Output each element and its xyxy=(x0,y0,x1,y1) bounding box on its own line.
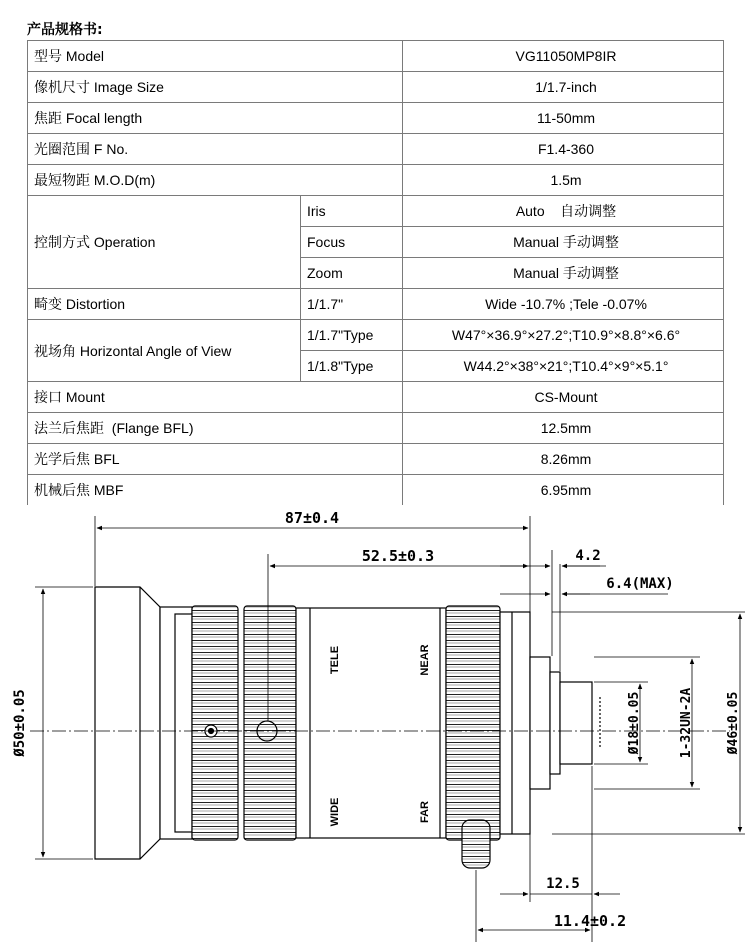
table-row xyxy=(28,444,724,475)
table-row xyxy=(28,413,724,444)
dim-mid-length: 52.5±0.3 xyxy=(361,547,435,565)
dim-total-length: 87±0.4 xyxy=(284,509,340,527)
table-row xyxy=(28,134,724,165)
table-row xyxy=(28,475,724,506)
distortion-sub: 1/1.7" xyxy=(301,289,403,320)
front-hood xyxy=(95,587,160,859)
value-focal-length: 11-50mm xyxy=(403,103,724,134)
table-row xyxy=(28,41,724,72)
dim-rear-dia: Ø46±0.05 xyxy=(726,691,741,755)
table-row xyxy=(28,289,724,320)
spec-heading: 产品规格书: xyxy=(27,22,103,38)
operation-zoom-value: Manual 手动调整 xyxy=(403,258,724,289)
angle-type2-label: 1/1.8"Type xyxy=(301,351,403,382)
mount-thread xyxy=(560,682,592,764)
table-row xyxy=(28,382,724,413)
value-image-size: 1/1.7-inch xyxy=(403,72,724,103)
rear-body xyxy=(500,612,530,834)
dim-d: 11.4±0.2 xyxy=(553,912,627,930)
dim-b: 6.4(MAX) xyxy=(606,576,674,592)
label-wide: WIDE xyxy=(329,797,341,827)
table-row xyxy=(28,196,724,227)
label-far: FAR xyxy=(419,801,431,823)
value-optical-bfl: 8.26mm xyxy=(403,444,724,475)
table-row xyxy=(28,72,724,103)
operation-focus-value: Manual 手动调整 xyxy=(403,227,724,258)
value-f-no: F1.4-360 xyxy=(403,134,724,165)
label-flange-bfl: 法兰后焦距 (Flange BFL) xyxy=(28,413,403,444)
value-mechanical-bfl: 6.95mm xyxy=(403,475,724,506)
operation-iris-label: Iris xyxy=(301,196,403,227)
label-mount: 接口 Mount xyxy=(28,382,403,413)
label-model: 型号 Model xyxy=(28,41,403,72)
label-f-no: 光圈范围 F No. xyxy=(28,134,403,165)
operation-iris-value: Auto 自动调整 xyxy=(403,196,724,227)
label-near: NEAR xyxy=(419,644,431,676)
value-flange-bfl: 12.5mm xyxy=(403,413,724,444)
label-image-size: 像机尺寸 Image Size xyxy=(28,72,403,103)
value-distortion: Wide -10.7% ;Tele -0.07% xyxy=(403,289,724,320)
iris-ring xyxy=(446,606,500,840)
label-operation: 控制方式 Operation xyxy=(28,196,301,289)
angle-type1-label: 1/1.7"Type xyxy=(301,320,403,351)
zoom-ring xyxy=(192,606,238,840)
operation-zoom-label: Zoom xyxy=(301,258,403,289)
label-angle: 视场角 Horizontal Angle of View xyxy=(28,320,301,382)
table-row xyxy=(28,320,724,351)
angle-type1-value: W47°×36.9°×27.2°;T10.9°×8.8°×6.6° xyxy=(403,320,724,351)
label-mod: 最短物距 M.O.D(m) xyxy=(28,165,403,196)
table-row xyxy=(28,165,724,196)
label-optical-bfl: 光学后焦 BFL xyxy=(28,444,403,475)
lens-dimension-drawing xyxy=(0,502,750,949)
operation-focus-label: Focus xyxy=(301,227,403,258)
dim-a: 4.2 xyxy=(575,548,601,564)
iris-knob-icon xyxy=(462,820,490,868)
table-row xyxy=(28,103,724,134)
value-mod: 1.5m xyxy=(403,165,724,196)
label-distortion: 畸变 Distortion xyxy=(28,289,301,320)
dim-c: 12.5 xyxy=(546,876,580,892)
dim-front-dia: Ø50±0.05 xyxy=(12,689,28,757)
dim-thread: 1-32UN-2A xyxy=(679,687,694,759)
label-tele: TELE xyxy=(329,645,341,675)
dim-inner-dia: Ø18±0.05 xyxy=(627,691,642,755)
value-model: VG11050MP8IR xyxy=(403,41,724,72)
value-mount: CS-Mount xyxy=(403,382,724,413)
label-mechanical-bfl: 机械后焦 MBF xyxy=(28,475,403,506)
spec-table xyxy=(27,40,724,505)
angle-type2-value: W44.2°×38°×21°;T10.4°×9°×5.1° xyxy=(403,351,724,382)
label-focal-length: 焦距 Focal length xyxy=(28,103,403,134)
mount-flange xyxy=(530,657,550,789)
lens-body xyxy=(95,587,600,868)
